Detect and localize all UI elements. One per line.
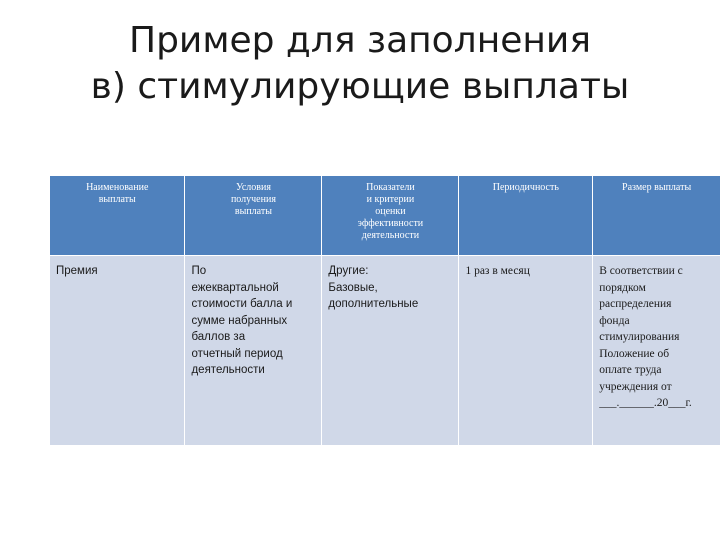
cell-text: распределения [599,298,672,310]
header-text: Показатели [366,182,415,193]
header-text: Наименование [86,182,149,193]
header-text: Размер выплаты [622,182,692,193]
cell-text: Другие: [328,265,369,277]
cell-text: Положение об [599,347,670,360]
cell-text: В соответствии с [599,265,683,277]
cell-text: баллов за [191,331,246,343]
header-text: Условия [235,182,271,193]
header-text: эффективности [357,218,424,229]
cell-text: дополнительные [328,298,419,310]
header-payment-name [50,176,185,256]
cell-text: оплате труда [599,364,662,376]
cell-text: отчетный период [191,347,283,360]
header-text: выплаты [98,194,136,205]
slide-title [40,18,680,110]
cell-text: ежеквартальной [191,281,279,294]
cell-text: фонда [599,314,630,327]
header-conditions [185,176,322,256]
cell-text: стимулирования [599,331,680,343]
title-line-1: Пример для заполнения [129,20,591,61]
cell-periodicity: 1 раз в месяц [459,256,593,446]
header-text: деятельности [361,230,420,241]
header-text: выплаты [234,206,272,217]
header-periodicity [459,176,593,256]
table-header-row [50,176,720,256]
cell-text: ___.______.20___г. [599,397,692,409]
cell-text: сумме набранных [191,314,288,327]
header-text: и критерии [366,194,415,205]
payments-table [50,176,720,446]
cell-text: учреждения от [599,380,672,393]
header-text: получения [230,194,276,205]
cell-criteria [322,256,459,446]
cell-amount [593,256,720,446]
header-criteria [322,176,459,256]
cell-text: Базовые, [328,281,378,294]
cell-text: стоимости балла и [191,298,293,310]
cell-conditions [185,256,322,446]
header-text: Периодичность [492,182,559,193]
table-row [50,256,720,446]
header-text: оценки [375,206,406,217]
cell-text: порядком [599,281,646,294]
header-amount [593,176,720,256]
cell-payment-name: Премия [50,256,185,446]
cell-text: деятельности [191,364,265,376]
cell-text: По [191,265,207,277]
title-line-2: в) стимулирующие выплаты [90,66,630,107]
